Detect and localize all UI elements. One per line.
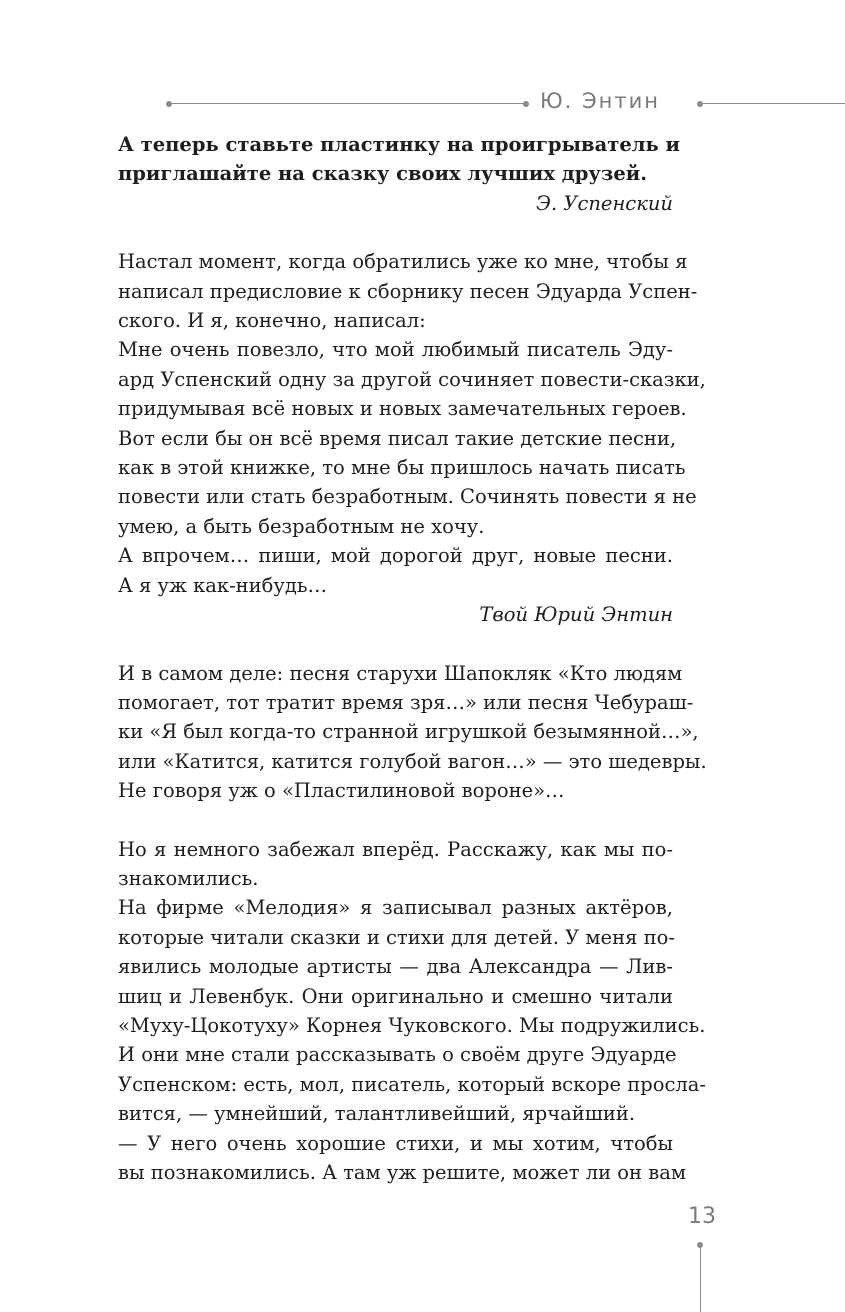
paragraph bbox=[118, 541, 673, 600]
text-line: ки «Я был когда-то странной игрушкой безымянной…», bbox=[118, 720, 699, 744]
text-line: написал предисловие к сборнику песен Эдуарда Успен- bbox=[118, 279, 698, 303]
epigraph-author: Э. Успенский bbox=[536, 191, 673, 215]
epigraph bbox=[118, 130, 680, 189]
text-line: или «Катится, катится голубой вагон…» — это шедевры. bbox=[118, 749, 707, 773]
page-body bbox=[118, 130, 707, 1187]
paragraph bbox=[118, 659, 707, 806]
header-rule-left-dot-start bbox=[166, 101, 172, 107]
spacer bbox=[118, 218, 673, 247]
text-line: вы познакомились. А там уж решите, может ли он вам bbox=[118, 1161, 686, 1184]
footer-rule bbox=[700, 1246, 701, 1312]
text-line: И они мне стали рассказывать о своём друге Эдуарде bbox=[118, 1043, 677, 1067]
text-line: придумывая всё новых и новых замечательных героев. bbox=[118, 397, 687, 421]
running-head: Ю. Энтин bbox=[540, 89, 661, 113]
text-line: На фирме «Мелодия» я записывал разных актёров, bbox=[118, 896, 673, 920]
text-line: ского. И я, конечно, написал: bbox=[118, 309, 426, 333]
text-line: знакомились. bbox=[118, 866, 259, 890]
text-line: Не говоря уж о «Пластилиновой вороне»… bbox=[118, 779, 565, 803]
spacer bbox=[118, 806, 673, 835]
text-line: шиц и Левенбук. Они оригинально и смешно читали bbox=[118, 984, 673, 1008]
text-line: — У него очень хорошие стихи, и мы хотим, чтобы bbox=[118, 1131, 673, 1155]
text-line: А я уж как-нибудь… bbox=[118, 573, 327, 597]
paragraph bbox=[118, 835, 673, 894]
text-line: И в самом деле: песня старухи Шапокляк «Кто людям bbox=[118, 661, 683, 685]
text-line: Настал момент, когда обратились уже ко мне, чтобы я bbox=[118, 250, 688, 274]
header-rule-right-dot bbox=[697, 101, 703, 107]
text-line: Вот если бы он всё время писал такие детские песни, bbox=[118, 426, 677, 450]
text-line: вится, — умнейший, талантливейший, ярчайший. bbox=[118, 1102, 636, 1126]
spacer bbox=[118, 630, 673, 659]
header-rule-left-dot-end bbox=[523, 101, 529, 107]
text-line: Но я немного забежал вперёд. Расскажу, как мы по- bbox=[118, 837, 673, 861]
text-line: Успенском: есть, мол, писатель, который вскоре просла- bbox=[118, 1072, 706, 1096]
text-line: явились молодые артисты — два Александра — Лив- bbox=[118, 955, 673, 979]
epigraph-line: приглашайте на сказку своих лучших друзей. bbox=[118, 162, 647, 186]
page-number: 13 bbox=[688, 1204, 716, 1229]
text-line: которые читали сказки и стихи для детей. У меня по- bbox=[118, 925, 675, 949]
text-line: А впрочем… пиши, мой дорогой друг, новые песни. bbox=[118, 544, 673, 568]
text-line: Мне очень повезло, что мой любимый писатель Эду- bbox=[118, 338, 673, 362]
text-line: «Муху-Цокотуху» Корнея Чуковского. Мы подружились. bbox=[118, 1013, 706, 1037]
header-rule-left bbox=[170, 103, 525, 104]
letter-signature: Твой Юрий Энтин bbox=[479, 603, 673, 627]
text-line: помогает, тот тратит время зря…» или песня Чебураш- bbox=[118, 690, 694, 714]
text-line: повести или стать безработным. Сочинять повести я не bbox=[118, 485, 697, 509]
paragraph bbox=[118, 335, 706, 541]
epigraph-line: А теперь ставьте пластинку на проигрыватель и bbox=[118, 133, 680, 156]
paragraph bbox=[118, 893, 706, 1128]
text-line: как в этой книжке, то мне бы пришлось начать писать bbox=[118, 456, 686, 480]
paragraph bbox=[118, 1129, 686, 1188]
text-line: умею, а быть безработным не хочу. bbox=[118, 514, 485, 538]
paragraph bbox=[118, 247, 698, 335]
header-rule-right bbox=[703, 103, 845, 104]
text-line: ард Успенский одну за другой сочиняет повести-сказки, bbox=[118, 367, 706, 391]
